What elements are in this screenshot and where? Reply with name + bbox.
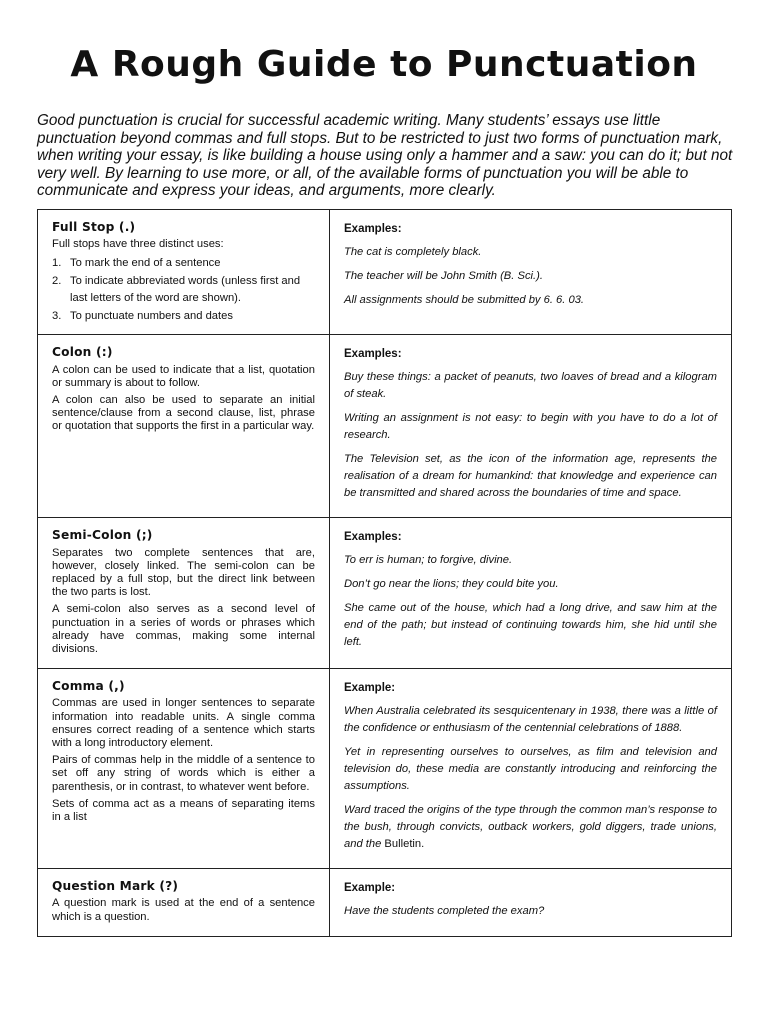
example-text: Have the students completed the exam?	[344, 905, 545, 918]
example-text: Yet in representing ourselves to ourselves, as film and television and television do, these media are constantly introducing and reinforcing the assumptions.	[344, 746, 717, 793]
example-text: Writing an assignment is not easy: to begin with you have to do a lot of research.	[344, 412, 717, 442]
term-description: A semi-colon also serves as a second level of punctuation in a series of words or phrases which already have commas, making some internal divisions.	[52, 603, 315, 656]
term-heading: Question Mark (?)	[52, 879, 179, 894]
term-heading: Colon (:)	[52, 345, 113, 360]
term-description: Separates two complete sentences that are, however, closely linked. The semi-colon can be replaced by a full stop, but the direct link between the two parts is lost.	[52, 546, 315, 599]
term-description: A colon can also be used to separate an initial sentence/clause from a second clause, list, phrase or quotation that supports the first in a particular way.	[52, 394, 315, 433]
examples-cell	[330, 669, 732, 869]
example-text: The Television set, as the icon of the information age, represents the realisation of a dream for humankind: that knowledge and experience can be transmitted and shared across the boundaries of time and space.	[344, 453, 717, 500]
table-row-question-mark	[38, 869, 732, 937]
examples-cell	[330, 518, 732, 669]
term-cell	[38, 869, 330, 937]
term-cell	[38, 335, 330, 518]
term-description: Commas are used in longer sentences to separate information into readable units. A single comma ensures correct reading of a sentence which starts with a long introductory element.	[52, 697, 315, 750]
example-text: To err is human; to forgive, divine.	[344, 554, 513, 567]
example-text: Don’t go near the lions; they could bite you.	[344, 578, 559, 591]
term-heading: Semi-Colon (;)	[52, 528, 153, 543]
term-description: Full stops have three distinct uses:	[52, 238, 224, 251]
intro-paragraph: Good punctuation is crucial for successful academic writing. Many students’ essays use little punctuation beyond commas and full stops. But to be restricted to just two forms of punctuation mark, when writing your essay, is like building a house using only a hammer and a saw: you can do it; but not very well. By learning to use more, or all, of the available forms of punctuation you will be able to communicate and express your ideas, and arguments, more clearly.	[37, 112, 733, 199]
examples-heading: Example:	[344, 882, 396, 895]
examples-cell	[330, 335, 732, 518]
example-text: The teacher will be John Smith (B. Sci.).	[344, 270, 543, 282]
uses-list	[52, 255, 315, 325]
table-row-semi-colon	[38, 518, 732, 669]
term-description: A question mark is used at the end of a sentence which is a question.	[52, 897, 315, 923]
examples-heading: Examples:	[344, 531, 402, 544]
term-cell	[38, 518, 330, 669]
table-row-full-stop	[38, 210, 732, 335]
list-item: 1. To mark the end of a sentence	[52, 257, 221, 270]
table-row-colon	[38, 335, 732, 518]
term-cell	[38, 669, 330, 869]
term-description: Pairs of commas help in the middle of a sentence to set off any string of words which is either a parenthesis, or in contrast, to whatever went before.	[52, 754, 315, 793]
term-description: Sets of comma act as a means of separating items in a list	[52, 797, 315, 824]
examples-heading: Examples:	[344, 223, 402, 235]
example-text: Ward traced the origins of the type through the common man’s response to the bush, through convicts, outback workers, gold diggers, trade unions, and the Bulletin.	[344, 804, 717, 851]
punctuation-table	[37, 209, 732, 937]
table-row-comma	[38, 669, 732, 869]
term-heading: Comma (,)	[52, 679, 125, 694]
example-text: The cat is completely black.	[344, 246, 482, 258]
term-heading: Full Stop (.)	[52, 220, 136, 234]
example-text: Buy these things: a packet of peanuts, two loaves of bread and a kilogram of steak.	[344, 371, 717, 401]
examples-cell	[330, 210, 732, 335]
term-description: A colon can be used to indicate that a list, quotation or summary is about to follow.	[52, 363, 315, 389]
examples-heading: Examples:	[344, 348, 402, 361]
examples-heading: Example:	[344, 682, 396, 695]
example-text: When Australia celebrated its sesquicentenary in 1938, there was a little of the confidence or enthusiasm of the centennial celebrations of 1888.	[344, 705, 717, 735]
example-text: She came out of the house, which had a long drive, and saw him at the end of the path; but instead of continuing towards him, she hid until she left.	[344, 602, 717, 649]
term-cell	[38, 210, 330, 335]
publication-name: Bulletin.	[381, 838, 425, 851]
list-item: 3. To punctuate numbers and dates	[52, 310, 233, 323]
example-text: All assignments should be submitted by 6. 6. 03.	[344, 294, 585, 306]
list-item: 2. To indicate abbreviated words (unless first and last letters of the word are shown).	[52, 275, 301, 305]
page-title: A Rough Guide to Punctuation	[70, 44, 698, 85]
examples-cell	[330, 869, 732, 937]
